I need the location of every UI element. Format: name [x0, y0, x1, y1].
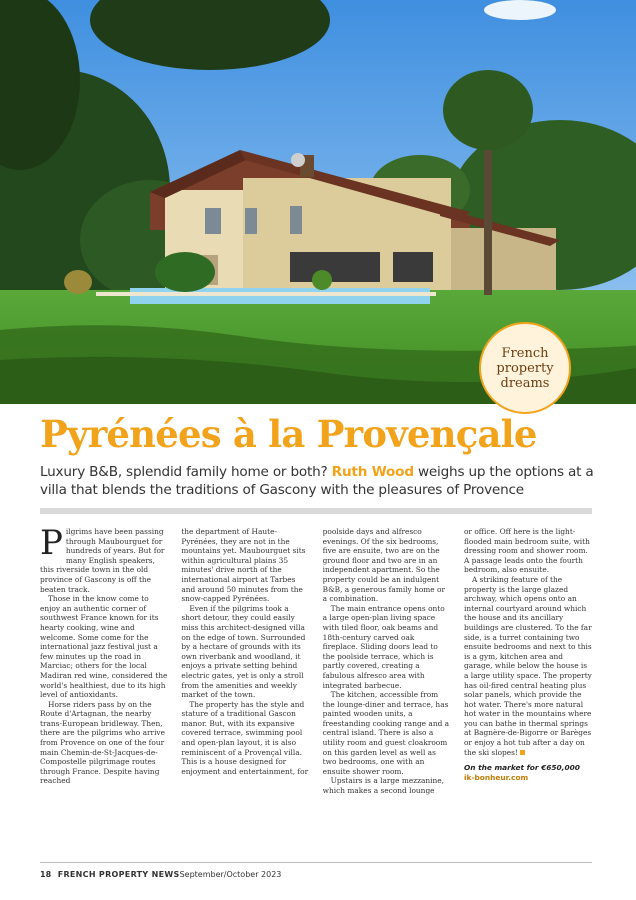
column-2: [181, 527, 309, 849]
headline-divider: [40, 508, 592, 514]
body-paragraph: Even if the pilgrims took a short detour, they could easily miss this architect-designed villa on the edge of town. Surrounded by a hectare of grounds with its own riverbank and woodland, it enjoys a private setting behind electric gates, yet is only a stroll from the amenities and weekly market of the town.: [181, 603, 306, 700]
drop-cap: P: [40, 527, 63, 563]
badge-line-1: French: [501, 345, 549, 361]
section-badge: [479, 322, 571, 414]
article-standfirst: [40, 463, 600, 499]
badge-line-2: property: [496, 360, 554, 376]
market-price: On the market for €650,000: [463, 763, 580, 773]
badge-line-3: dreams: [500, 375, 550, 391]
page-number: 18: [40, 870, 52, 879]
body-paragraph: poolside days and alfresco evenings. Of the six bedrooms, five are ensuite, two are on the ground floor and two are in an independent apartment. So the property could be an indulgent B&B, a generous family home or a combination.: [322, 527, 445, 604]
body-paragraph: Upstairs is a large mezzanine, which makes a second lounge: [322, 776, 445, 796]
end-mark-icon: [520, 750, 525, 755]
column-4: [464, 527, 592, 849]
author-name: Ruth Wood: [331, 464, 414, 480]
article-headline: Pyrénées à la Provençale: [40, 412, 537, 456]
body-paragraph: A striking feature of the property is the large glazed archway, which opens onto an internal courtyard around which the house and its ancillary buildings are clustered. To the far side, is a turret containing two ensuite bedrooms and next to this is a gym, kitchen area and garage, while below the house is a large utility space. The property has oil-fired central heating plus solar panels, which provide the hot water. There's more natural hot water in the mountains where you can bathe in thermal springs at Bagnère-de-Bigorre or Barèges or enjoy a hot tub after a day on the ski slopes!: [463, 574, 592, 757]
body-paragraph: Those in the know come to enjoy an authentic corner of southwest France known for its hearty cooking, wine and welcome. Some come for the international jazz festival just a few minutes up the road in Marciac; others for the local Madiran red wine, considered the world's healthiest, due to its high level of antioxidants.: [40, 594, 168, 700]
body-paragraph: or office. Off here is the light-flooded main bedroom suite, with dressing room and shower room. A passage leads onto the fourth bedroom, also ensuite.: [463, 527, 590, 575]
page-footer: [40, 870, 281, 879]
market-info: [464, 763, 592, 783]
article-body: [40, 527, 592, 849]
body-paragraph: the department of Haute-Pyrénées, they are not in the mountains yet. Maubourguet sits within agricultural plains 35 minutes' drive north of the international airport at Tarbes and around 50 minutes from the snow-capped Pyrénées.: [181, 527, 306, 604]
issue-date: September/October 2023: [179, 870, 282, 879]
column-3: [323, 527, 451, 849]
agent-link[interactable]: ik-bonheur.com: [463, 773, 529, 783]
standfirst-intro: Luxury B&B, splendid family home or both?: [40, 464, 332, 480]
footer-divider: [40, 862, 592, 863]
body-paragraph: The main entrance opens onto a large open-plan living space with tiled floor, oak beams and 18th-century carved oak fireplace. Sliding doors lead to the poolside terrace, which is partly covered, creating a fabulous alfresco area with integrated barbecue.: [322, 603, 445, 690]
magazine-name: FRENCH PROPERTY NEWS: [57, 870, 180, 879]
body-paragraph: The kitchen, accessible from the lounge-diner and terrace, has painted wooden units, a freestanding cooking range and a central island. There is also a utility room and guest cloakroom on this garden level as well as two bedrooms, one with an ensuite shower room.: [322, 690, 450, 776]
body-paragraph: Pilgrims have been passing through Maubourguet for hundreds of years. But for many English speakers, this riverside town in the old province of Gascony is off the beaten track.: [40, 527, 165, 594]
body-paragraph: Horse riders pass by on the Route d'Artagnan, the nearby trans-European bridleway. Then, there are the pilgrims who arrive from Provence on one of the four main Chemin-de-St-Jacques-de-Compostelle pilgrimage routes through France. Despite having reached: [40, 699, 165, 786]
body-paragraph: The property has the style and stature of a traditional Gascon manor. But, with its expansive covered terrace, swimming pool and open-plan layout, it is also reminiscent of a Provençal villa. This is a house designed for enjoyment and entertainment, for: [181, 699, 309, 776]
column-1: [40, 527, 168, 849]
standfirst-rest: weighs up the options at a villa that blends the traditions of Gascony with the pleasures of Provence: [40, 464, 594, 498]
